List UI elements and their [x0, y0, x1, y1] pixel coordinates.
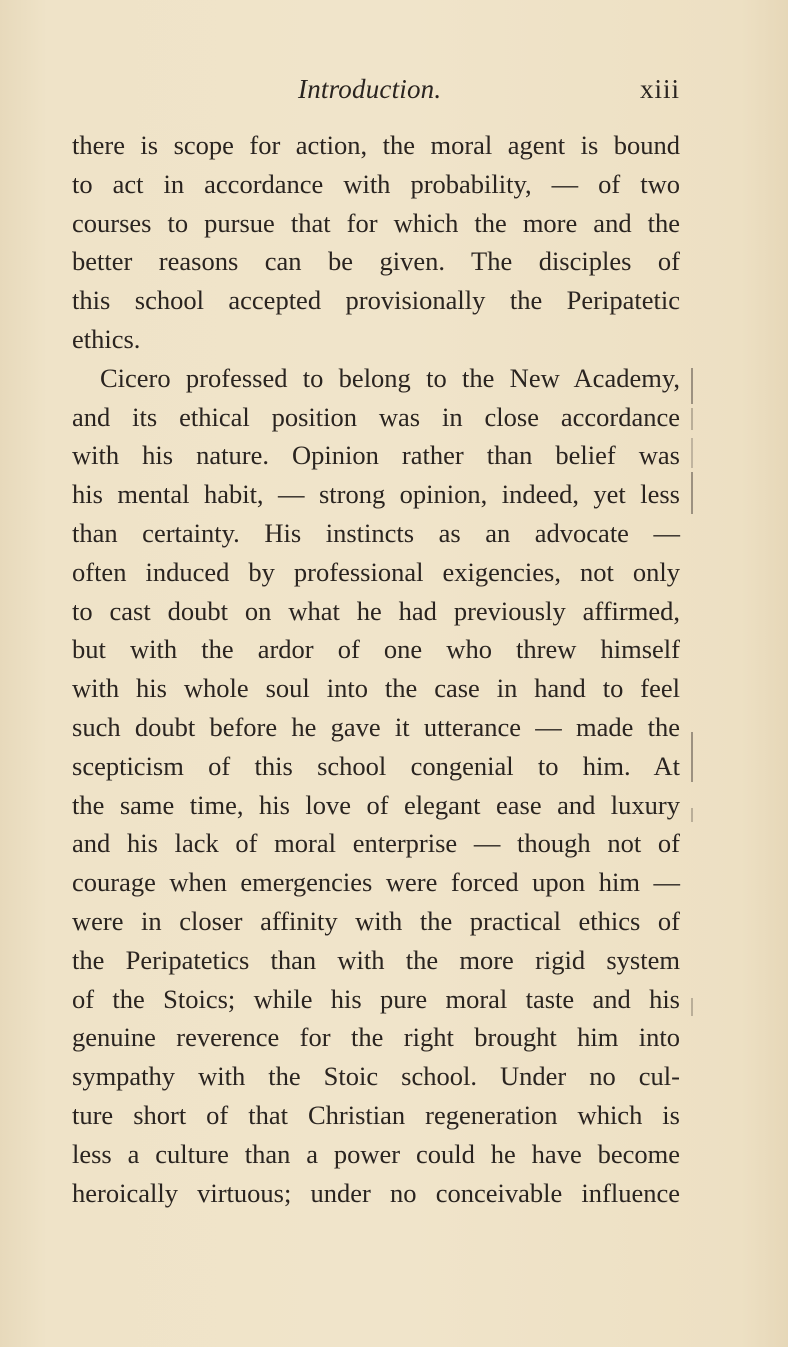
text-line: to act in accordance with probability, — of two [72, 168, 680, 199]
paragraph-2 [72, 359, 680, 1213]
margin-mark [691, 472, 693, 514]
text-line: ethics. [72, 323, 141, 354]
running-title: Introduction. [298, 74, 442, 104]
text-line: such doubt before he gave it utterance — made the [72, 711, 680, 742]
text-line: to cast doubt on what he had previously affirmed, [72, 595, 680, 626]
text-line: but with the ardor of one who threw himself [72, 634, 680, 665]
text-line: genuine reverence for the right brought him into [72, 1022, 680, 1053]
text-line: than certainty. His instincts as an advocate — [72, 517, 680, 548]
text-line: ture short of that Christian regeneration which is [72, 1099, 680, 1130]
margin-mark [691, 438, 693, 468]
text-line: with his nature. Opinion rather than belief was [72, 440, 680, 471]
text-line: his mental habit, — strong opinion, indeed, yet less [72, 479, 680, 510]
text-line: of the Stoics; while his pure moral taste and his [72, 983, 680, 1014]
margin-mark [691, 408, 693, 430]
text-line: better reasons can be given. The disciples of [72, 246, 680, 277]
text-line: courses to pursue that for which the more and the [72, 207, 680, 238]
text-line: scepticism of this school congenial to him. At [72, 750, 680, 781]
text-line: courage when emergencies were forced upon him — [72, 867, 680, 898]
text-line: heroically virtuous; under no conceivable influence [72, 1177, 680, 1208]
text-line: often induced by professional exigencies, not only [72, 556, 680, 587]
margin-mark [691, 368, 693, 404]
text-line: this school accepted provisionally the Peripatetic [72, 285, 680, 316]
text-line: with his whole soul into the case in hand to feel [72, 673, 680, 704]
margin-mark [691, 732, 693, 782]
text-line: the Peripatetics than with the more rigid system [72, 944, 680, 975]
text-line: Cicero professed to belong to the New Academy, [100, 362, 680, 393]
text-line: there is scope for action, the moral agent is bound [72, 130, 680, 160]
page-header [72, 74, 680, 110]
text-line: less a culture than a power could he have become [72, 1138, 680, 1169]
text-line: the same time, his love of elegant ease and luxury [72, 789, 680, 820]
margin-pencil-marks [689, 360, 697, 1060]
margin-mark [691, 808, 693, 822]
text-line: were in closer affinity with the practical ethics of [72, 905, 680, 936]
margin-mark [691, 998, 693, 1016]
text-line: and its ethical position was in close accordance [72, 401, 680, 432]
body-text [72, 126, 680, 1212]
text-line: and his lack of moral enterprise — though not of [72, 828, 680, 859]
text-line: sympathy with the Stoic school. Under no cul- [72, 1061, 680, 1092]
page-number: xiii [639, 74, 680, 104]
paragraph-1 [72, 126, 680, 359]
